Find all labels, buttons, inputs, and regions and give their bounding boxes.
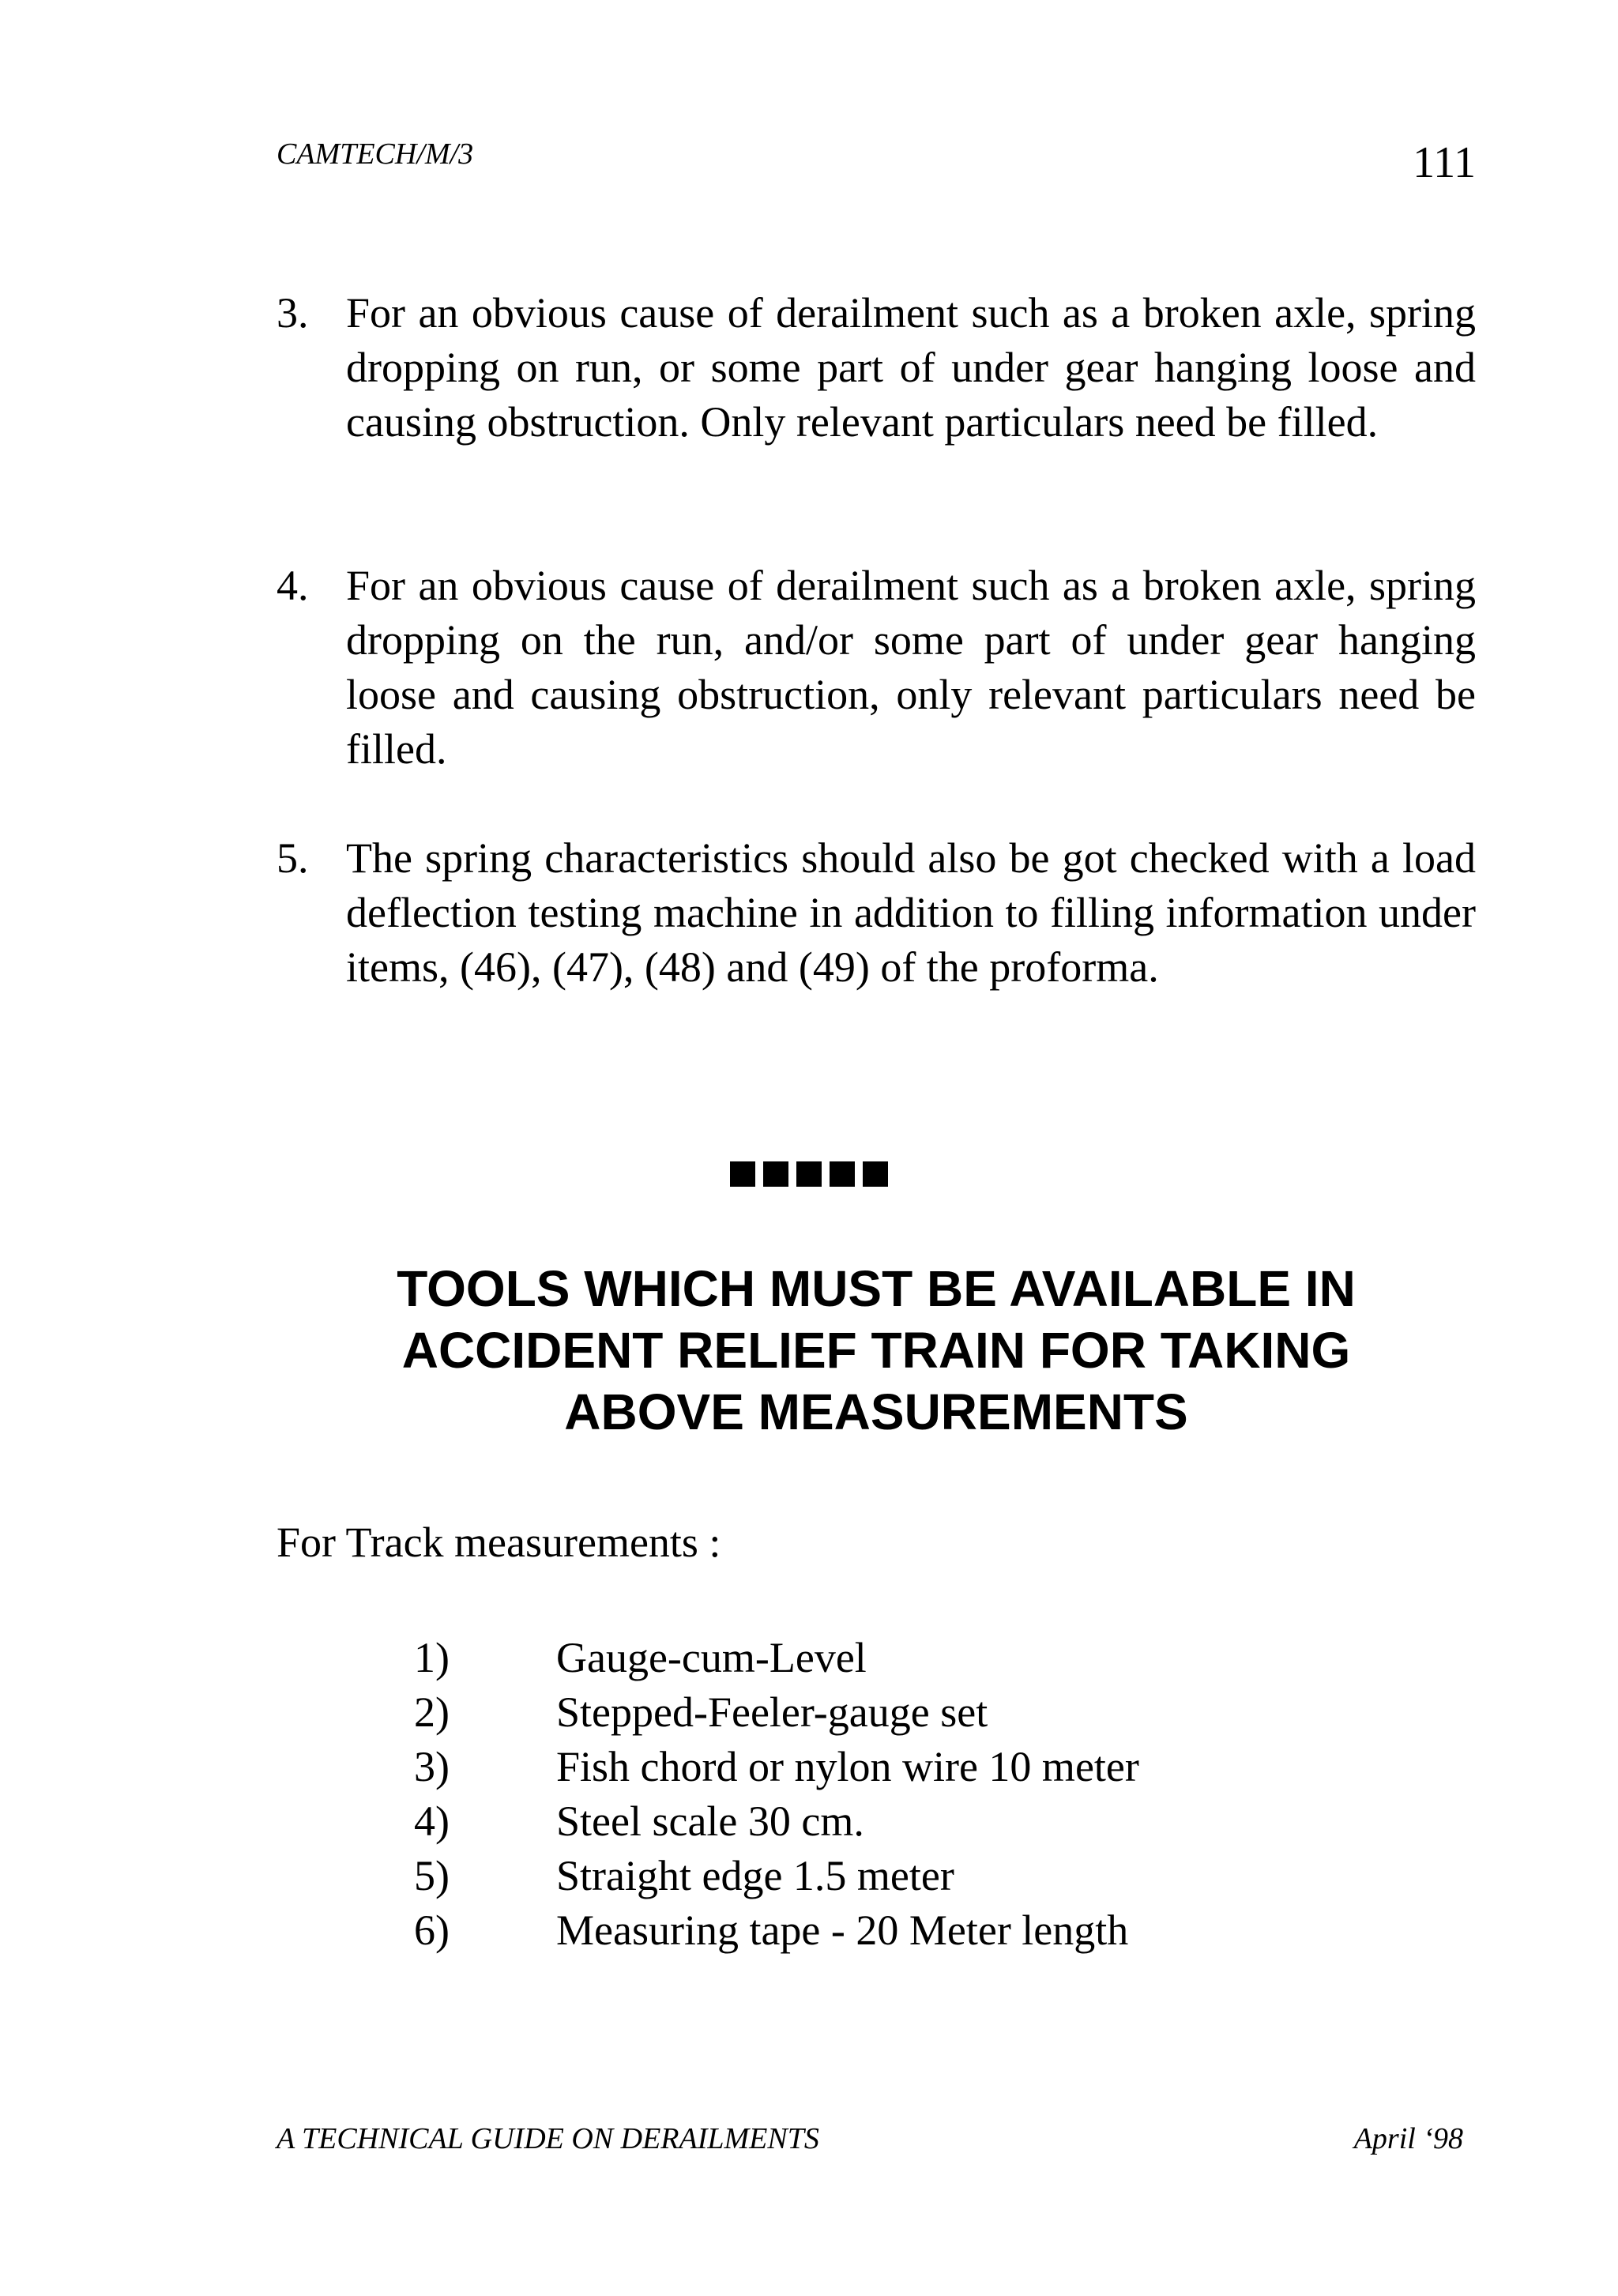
list-item-label: Stepped-Feeler-gauge set — [556, 1688, 988, 1736]
list-item — [414, 1631, 1139, 1685]
section-title — [277, 1258, 1476, 1443]
divider-square — [830, 1161, 855, 1187]
list-item-label: Fish chord or nylon wire 10 meter — [556, 1743, 1139, 1790]
list-item — [414, 1685, 1139, 1740]
list-item-label: Straight edge 1.5 meter — [556, 1852, 954, 1899]
list-item — [414, 1903, 1139, 1958]
document-code: CAMTECH/M/3 — [277, 137, 474, 171]
section-title-line: ABOVE MEASUREMENTS — [564, 1383, 1188, 1440]
footer-date: April ‘98 — [1353, 2122, 1463, 2155]
note-number: 5. — [277, 834, 309, 882]
page-number: 111 — [1413, 138, 1476, 187]
note-text: For an obvious cause of derailment such as a broken axle, spring dropping on the run, and/or some part of under gear hanging loose and causing obstruction, only relevant particulars need be filled. — [346, 562, 1476, 773]
divider-square — [863, 1161, 888, 1187]
section-divider — [0, 1161, 1618, 1187]
list-item-number: 2) — [414, 1688, 450, 1736]
footer-title: A TECHNICAL GUIDE ON DERAILMENTS — [277, 2122, 819, 2155]
section-title-line: TOOLS WHICH MUST BE AVAILABLE IN — [397, 1260, 1356, 1317]
note-number: 3. — [277, 289, 309, 337]
list-item-number: 6) — [414, 1906, 450, 1954]
list-item-number: 5) — [414, 1852, 450, 1899]
tool-list — [414, 1631, 1139, 1958]
list-item — [414, 1740, 1139, 1794]
note-text: For an obvious cause of derailment such as a broken axle, spring dropping on run, or some part of under gear hanging loose and causing obstruction. Only relevant particulars need be filled. — [346, 289, 1476, 446]
note-item-5 — [277, 831, 1476, 995]
list-item-label: Gauge-cum-Level — [556, 1634, 867, 1681]
list-item-label: Steel scale 30 cm. — [556, 1797, 864, 1845]
divider-square — [730, 1161, 755, 1187]
list-item — [414, 1794, 1139, 1849]
divider-square — [763, 1161, 788, 1187]
note-number: 4. — [277, 562, 309, 609]
note-text: The spring characteristics should also be got checked with a load deflection testing machine in addition to filling information under items, (46), (47), (48) and (49) of the proforma. — [346, 834, 1476, 991]
section-title-line: ACCIDENT RELIEF TRAIN FOR TAKING — [401, 1322, 1351, 1379]
note-item-3 — [277, 286, 1476, 450]
list-item — [414, 1849, 1139, 1903]
note-item-4 — [277, 559, 1476, 777]
list-item-number: 1) — [414, 1634, 450, 1681]
divider-square — [796, 1161, 822, 1187]
list-item-number: 4) — [414, 1797, 450, 1845]
track-measurements-intro: For Track measurements : — [277, 1519, 721, 1566]
list-item-label: Measuring tape - 20 Meter length — [556, 1906, 1129, 1954]
list-item-number: 3) — [414, 1743, 450, 1790]
